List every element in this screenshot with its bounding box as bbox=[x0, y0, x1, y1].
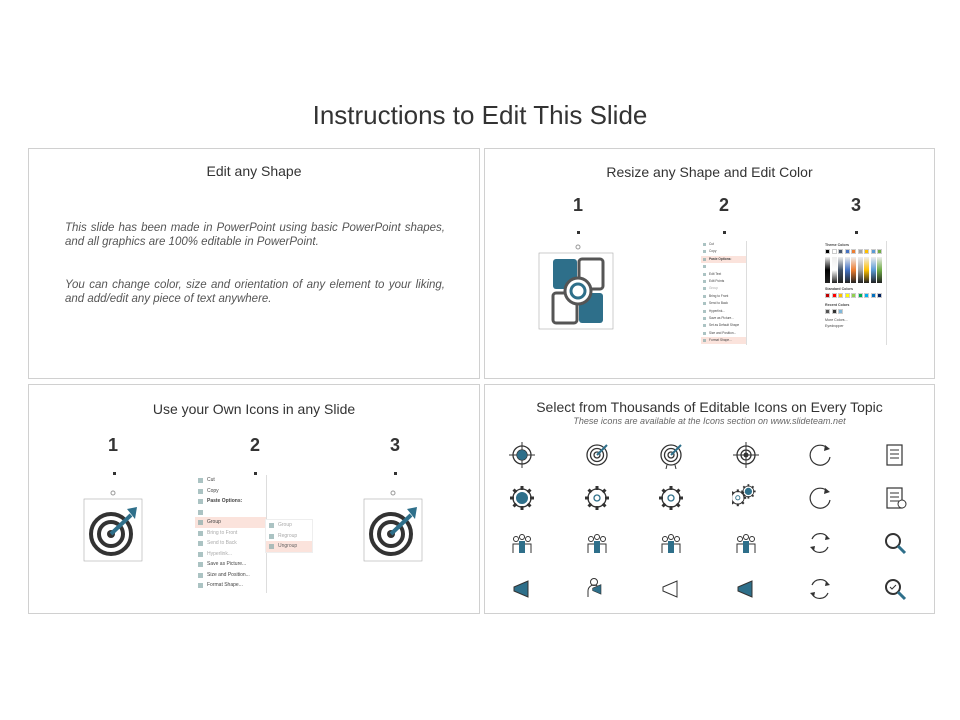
menu-item-label: Bring to Front bbox=[709, 293, 729, 298]
color-swatch[interactable] bbox=[825, 309, 830, 314]
color-swatch[interactable] bbox=[825, 293, 830, 298]
color-swatch[interactable] bbox=[864, 293, 869, 298]
menu-item-icon bbox=[703, 317, 706, 320]
menu-item-icon bbox=[703, 310, 706, 313]
standard-colors-label: Standard Colors bbox=[825, 287, 853, 291]
menu-item[interactable] bbox=[701, 278, 746, 285]
menu-item[interactable] bbox=[701, 271, 746, 278]
step-number: 2 bbox=[718, 195, 729, 215]
color-swatch[interactable] bbox=[851, 249, 856, 254]
slide-title: Instructions to Edit This Slide bbox=[312, 100, 648, 130]
menu-item[interactable] bbox=[701, 315, 746, 322]
menu-item-label: Save as Picture... bbox=[207, 561, 247, 567]
color-swatch[interactable] bbox=[851, 293, 856, 298]
menu-item-icon bbox=[703, 250, 706, 253]
panel-title: Resize any Shape and Edit Color bbox=[606, 164, 813, 180]
team-meeting-icon[interactable] bbox=[732, 529, 760, 557]
megaphone-percent-icon[interactable] bbox=[732, 575, 760, 603]
panel-resize-shape bbox=[484, 148, 935, 379]
menu-item-label: Group bbox=[278, 522, 292, 528]
menu-item[interactable] bbox=[701, 337, 746, 344]
person-megaphone-icon[interactable] bbox=[583, 575, 611, 603]
gear-outline-icon[interactable] bbox=[583, 484, 611, 512]
rotate-arrow-icon[interactable] bbox=[806, 484, 834, 512]
menu-item[interactable] bbox=[195, 486, 266, 497]
menu-item[interactable] bbox=[195, 496, 266, 507]
more-colors-button[interactable]: More Colors... bbox=[825, 318, 848, 322]
color-swatch[interactable] bbox=[832, 293, 837, 298]
menu-item-icon bbox=[198, 552, 203, 557]
menu-item-label: Group bbox=[709, 286, 718, 291]
menu-item-icon bbox=[703, 302, 706, 305]
menu-item-label: Hyperlink... bbox=[709, 308, 725, 313]
menu-item-label: Regroup bbox=[278, 532, 298, 539]
menu-item-label: Paste Options: bbox=[207, 498, 243, 504]
color-shade-column[interactable] bbox=[832, 257, 837, 283]
menu-item-icon bbox=[198, 510, 203, 515]
menu-item-label: Set as Default Shape bbox=[709, 323, 740, 328]
color-swatch[interactable] bbox=[871, 249, 876, 254]
menu-item-icon bbox=[703, 243, 706, 246]
menu-item[interactable] bbox=[195, 507, 266, 518]
menu-item-label: Format Shape... bbox=[709, 338, 732, 343]
menu-item-icon bbox=[269, 534, 274, 539]
color-picker bbox=[823, 241, 887, 345]
crosshair-target-icon[interactable] bbox=[508, 441, 536, 469]
color-shade-column[interactable] bbox=[858, 257, 863, 283]
menu-item-icon bbox=[198, 478, 203, 483]
menu-item-icon bbox=[703, 273, 706, 276]
color-swatch[interactable] bbox=[838, 249, 843, 254]
paragraph: You can change color, size and orientation of any element to your liking, and add/edit any piece of text anywhere. bbox=[65, 279, 445, 305]
menu-item[interactable] bbox=[701, 300, 746, 307]
menu-item[interactable] bbox=[266, 541, 312, 552]
menu-item-icon bbox=[703, 258, 706, 261]
menu-item-icon bbox=[198, 520, 203, 525]
panel-title: Edit any Shape bbox=[206, 163, 302, 179]
panel-subtitle: These icons are available at the Icons section on www.slideteam.net bbox=[573, 416, 846, 426]
menu-item-label: Copy bbox=[207, 487, 219, 494]
color-shade-column[interactable] bbox=[864, 257, 869, 283]
menu-item-icon bbox=[198, 531, 203, 536]
megaphone-icon[interactable] bbox=[508, 575, 536, 603]
color-swatch[interactable] bbox=[858, 249, 863, 254]
target-arrow-icon[interactable] bbox=[583, 441, 611, 469]
target-easel-icon[interactable] bbox=[657, 441, 685, 469]
menu-item-icon bbox=[703, 287, 706, 290]
menu-item[interactable] bbox=[195, 580, 266, 591]
menu-item[interactable] bbox=[701, 293, 746, 300]
menu-item-icon bbox=[198, 562, 203, 567]
menu-item-icon bbox=[198, 499, 203, 504]
menu-item-label: Edit Text bbox=[709, 271, 722, 276]
step-number: 2 bbox=[249, 435, 260, 455]
menu-item-icon bbox=[703, 339, 706, 342]
color-shade-column[interactable] bbox=[825, 257, 830, 283]
team-leader-icon[interactable] bbox=[508, 529, 536, 557]
menu-item-icon bbox=[269, 544, 274, 549]
menu-item[interactable] bbox=[701, 241, 746, 248]
menu-item-label: Size and Position... bbox=[207, 571, 250, 578]
menu-item[interactable] bbox=[195, 528, 266, 539]
menu-item[interactable] bbox=[701, 256, 746, 263]
menu-item[interactable] bbox=[195, 475, 266, 486]
menu-item[interactable] bbox=[195, 570, 266, 581]
menu-item-icon bbox=[703, 332, 706, 335]
color-swatch[interactable] bbox=[838, 309, 843, 314]
step-number: 3 bbox=[850, 195, 861, 215]
menu-item[interactable] bbox=[701, 248, 746, 255]
puzzle-shape-graphic[interactable] bbox=[537, 241, 617, 331]
eyedropper-button[interactable]: Eyedropper bbox=[825, 324, 844, 328]
menu-item-icon bbox=[198, 573, 203, 578]
cycle-arrows-icon[interactable] bbox=[806, 529, 834, 557]
color-swatch[interactable] bbox=[825, 249, 830, 254]
menu-item-label: Bring to Front bbox=[207, 529, 238, 536]
paragraph: This slide has been made in PowerPoint using basic PowerPoint shapes, and all graphics are 100% editable in PowerPoint. bbox=[65, 222, 445, 248]
menu-item[interactable] bbox=[701, 308, 746, 315]
color-swatch[interactable] bbox=[871, 293, 876, 298]
color-swatch[interactable] bbox=[832, 249, 837, 254]
color-swatch[interactable] bbox=[845, 249, 850, 254]
menu-item[interactable] bbox=[195, 559, 266, 570]
magnifier-icon[interactable] bbox=[881, 529, 909, 557]
cycle-four-arrows-icon[interactable] bbox=[806, 575, 834, 603]
target-icon-graphic[interactable] bbox=[83, 487, 145, 563]
menu-item[interactable] bbox=[195, 538, 266, 549]
color-shade-column[interactable] bbox=[851, 257, 856, 283]
menu-item-label: Save as Picture... bbox=[709, 315, 734, 320]
color-swatch[interactable] bbox=[832, 309, 837, 314]
crosshair-dot-icon[interactable] bbox=[732, 441, 760, 469]
menu-item-label: Cut bbox=[709, 242, 714, 246]
menu-item[interactable] bbox=[195, 549, 266, 560]
menu-item[interactable] bbox=[266, 531, 312, 542]
group-submenu bbox=[265, 519, 313, 553]
team-group-icon[interactable] bbox=[657, 529, 685, 557]
theme-colors-label: Theme Colors bbox=[825, 243, 849, 247]
menu-item[interactable] bbox=[701, 322, 746, 329]
panel-title: Use your Own Icons in any Slide bbox=[152, 401, 356, 417]
recent-colors-label: Recent Colors bbox=[825, 303, 850, 307]
step-number: 3 bbox=[389, 435, 400, 455]
color-shade-column[interactable] bbox=[845, 257, 850, 283]
menu-item-icon bbox=[703, 324, 706, 327]
presentation-audience-icon[interactable] bbox=[583, 529, 611, 557]
step-number: 1 bbox=[572, 195, 583, 215]
menu-item-icon bbox=[703, 295, 706, 298]
menu-item[interactable] bbox=[701, 285, 746, 292]
step-number: 1 bbox=[107, 435, 118, 455]
panel-own-icons bbox=[28, 384, 480, 614]
menu-item-icon bbox=[703, 265, 706, 268]
gears-pair-icon[interactable] bbox=[732, 484, 760, 512]
color-swatch[interactable] bbox=[877, 249, 882, 254]
menu-item-label: Edit Points bbox=[709, 278, 725, 283]
menu-item-icon bbox=[269, 523, 274, 528]
color-shade-column[interactable] bbox=[838, 257, 843, 283]
context-menu bbox=[195, 475, 267, 593]
menu-item-icon bbox=[703, 280, 706, 283]
menu-item-label: Send to Back bbox=[709, 301, 728, 306]
menu-item-label: Copy bbox=[709, 249, 717, 254]
menu-item-label: Paste Options: bbox=[709, 256, 732, 261]
panel-edit-shape bbox=[28, 148, 480, 379]
context-menu bbox=[701, 241, 747, 345]
menu-item-icon bbox=[198, 541, 203, 546]
menu-item-label: Ungroup bbox=[278, 543, 298, 549]
menu-item[interactable] bbox=[701, 263, 746, 270]
menu-item-label: Cut bbox=[207, 477, 215, 483]
color-swatch[interactable] bbox=[858, 293, 863, 298]
menu-item[interactable] bbox=[266, 520, 312, 531]
color-swatch[interactable] bbox=[877, 293, 882, 298]
menu-item-label: Format Shape... bbox=[207, 582, 243, 588]
checklist-magnifier-icon[interactable] bbox=[881, 484, 909, 512]
menu-item[interactable] bbox=[701, 330, 746, 337]
color-shade-column[interactable] bbox=[877, 257, 882, 283]
menu-item-icon bbox=[198, 489, 203, 494]
target-icon-graphic[interactable] bbox=[363, 487, 425, 563]
menu-item-icon bbox=[198, 583, 203, 588]
color-swatch[interactable] bbox=[838, 293, 843, 298]
megaphone-side-icon[interactable] bbox=[657, 575, 685, 603]
magnifier-check-icon[interactable] bbox=[881, 575, 909, 603]
menu-item[interactable] bbox=[195, 517, 266, 528]
refresh-arrow-icon[interactable] bbox=[806, 441, 834, 469]
gear-filled-icon[interactable] bbox=[508, 484, 536, 512]
menu-item-label: Group bbox=[207, 519, 221, 525]
color-swatch[interactable] bbox=[864, 249, 869, 254]
gear-check-icon[interactable] bbox=[657, 484, 685, 512]
checklist-document-icon[interactable] bbox=[881, 441, 909, 469]
menu-item-label: Send to Back bbox=[207, 540, 237, 546]
menu-item-label: Size and Position... bbox=[709, 330, 737, 335]
color-swatch[interactable] bbox=[845, 293, 850, 298]
panel-title: Select from Thousands of Editable Icons on Every Topic bbox=[536, 399, 883, 415]
menu-item-label: Hyperlink... bbox=[207, 550, 233, 557]
color-shade-column[interactable] bbox=[871, 257, 876, 283]
